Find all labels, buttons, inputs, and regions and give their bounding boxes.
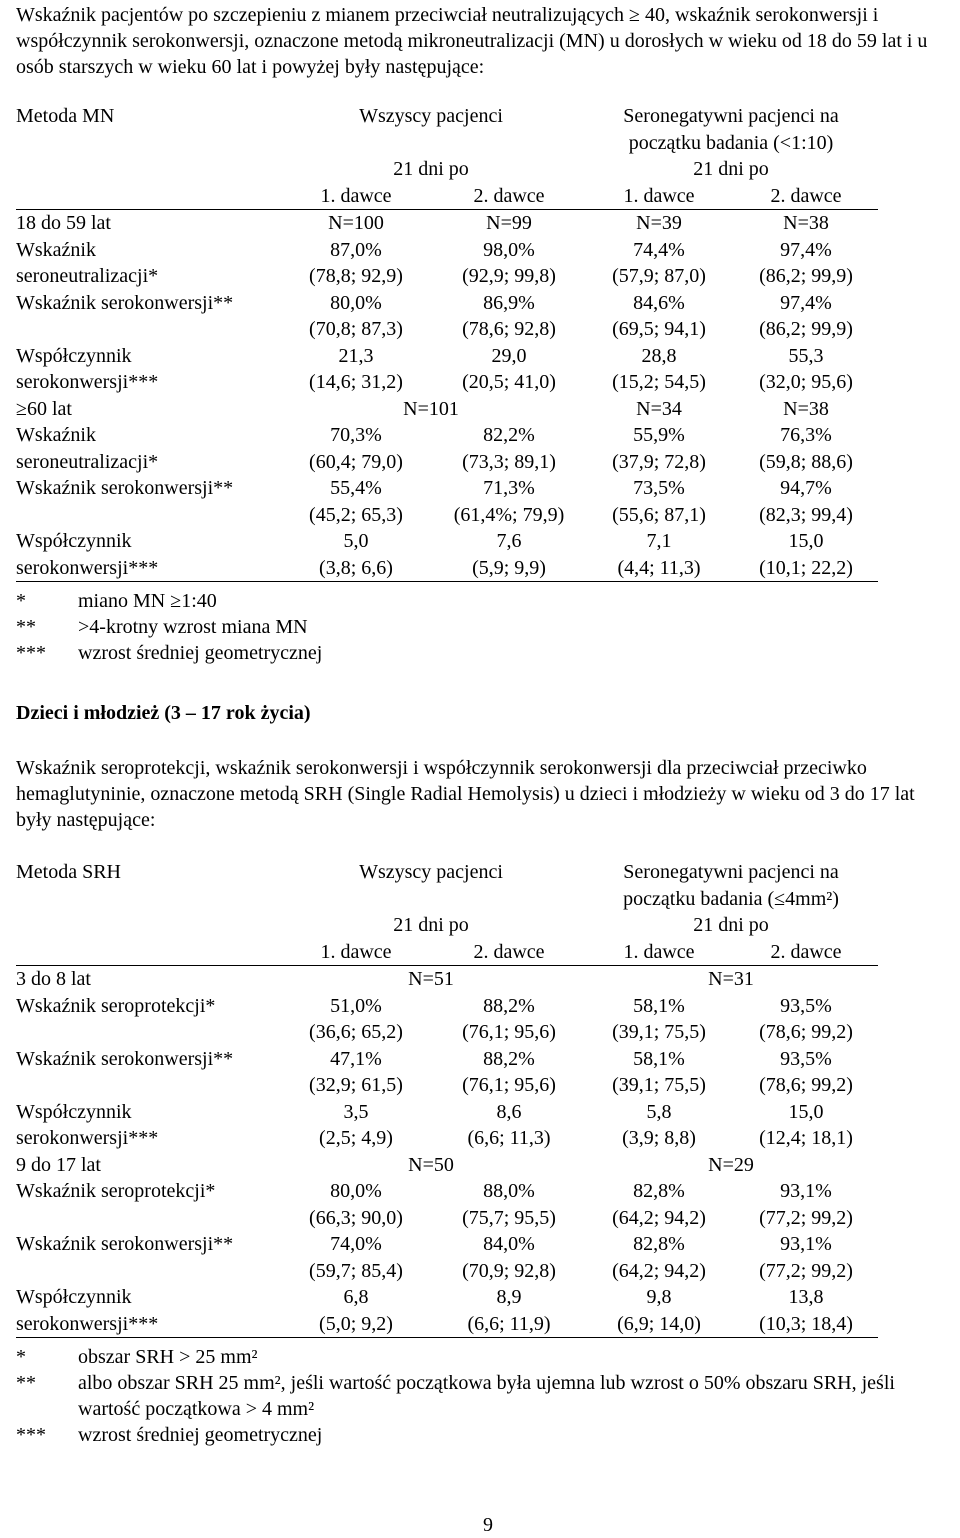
- age-group-label: 18 do 59 lat: [16, 212, 111, 234]
- n-value: N=99: [486, 212, 532, 234]
- age-group-row: [16, 966, 878, 993]
- table-row: Wskaźnik serokonwersji** 74,0% 84,0% 82,8% 93,1%: [16, 1233, 832, 1255]
- table-row: Wskaźnik seroprotekcji* 51,0% 88,2% 58,1% 93,5%: [16, 994, 832, 1017]
- n-value: N=34: [636, 397, 682, 420]
- table-row: Wskaźnik 87,0% 98,0% 74,4% 97,4%: [16, 238, 832, 261]
- n-value: N=51: [408, 968, 454, 990]
- table-row: serokonwersji*** (14,6; 31,2) (20,5; 41,0) (15,2; 54,5) (32,0; 95,6): [16, 371, 853, 393]
- n-value: N=29: [708, 1153, 754, 1176]
- table-row: serokonwersji*** (5,0; 9,2) (6,6; 11,9) (6,9; 14,0) (10,3; 18,4): [16, 1311, 878, 1338]
- table-row: (32,9; 61,5) (76,1; 95,6) (39,1; 75,5) (78,6; 99,2): [309, 1074, 853, 1096]
- table-row: (70,8; 87,3) (78,6; 92,8) (69,5; 94,1) (86,2; 99,9): [309, 318, 853, 340]
- table-mn: [16, 103, 878, 582]
- table-row: serokonwersji*** (3,8; 6,6) (5,9; 9,9) (4,4; 11,3) (10,1; 22,2): [16, 555, 878, 582]
- dose-2-label: 2. dawce: [734, 939, 878, 966]
- table-row: Wskaźnik serokonwersji** 47,1% 88,2% 58,1% 93,5%: [16, 1047, 832, 1070]
- intro-paragraph-mn: Wskaźnik pacjentów po szczepieniu z mianem przeciwciał neutralizujących ≥ 40, wskaźnik serokonwersji i współczynnik serokonwersji, oznaczone metodą mikroneutralizacji (MN) u dorosłych w wieku od 18 do 59 lat i u osób starszych w wieku 60 lat i powyżej były następujące:: [16, 4, 928, 78]
- table-row: Współczynnik 3,5 8,6 5,8 15,0: [16, 1100, 824, 1123]
- method-label: Metoda MN: [16, 105, 115, 127]
- group-all-label: Wszyscy pacjenci: [359, 105, 503, 127]
- dose-1-label: 1. dawce: [584, 183, 734, 210]
- table-row: seroneutralizacji* (78,8; 92,9) (92,9; 99,8) (57,9; 87,0) (86,2; 99,9): [16, 265, 853, 287]
- intro-paragraph-srh: Wskaźnik seroprotekcji, wskaźnik serokonwersji i współczynnik serokonwersji dla przeciwciał przeciwko hemaglutyninie, oznaczone metodą SRH (Single Radial Hemolysis) u dzieci i młodzieży w wieku od 3 do 17 lat były następujące:: [16, 757, 915, 831]
- table-row: (36,6; 65,2) (76,1; 95,6) (39,1; 75,5) (78,6; 99,2): [309, 1021, 853, 1043]
- table-row: (66,3; 90,0) (75,7; 95,5) (64,2; 94,2) (77,2; 99,2): [309, 1206, 853, 1229]
- dose-2-label: 2. dawce: [734, 183, 878, 210]
- table-header-row: [16, 859, 878, 886]
- n-value: N=50: [408, 1153, 454, 1176]
- table-row: Współczynnik 21,3 29,0 28,8 55,3: [16, 344, 824, 367]
- group-seroneg-label-1: Seronegatywni pacjenci na: [623, 105, 839, 127]
- group-all-label: Wszyscy pacjenci: [359, 861, 503, 883]
- age-group-row: [16, 1152, 878, 1179]
- days-after-label: 21 dni po: [693, 914, 769, 936]
- table-row: Wskaźnik 70,3% 82,2% 55,9% 76,3%: [16, 424, 832, 446]
- dose-1-label: 1. dawce: [278, 939, 434, 966]
- table-row: serokonwersji*** (2,5; 4,9) (6,6; 11,3) (3,9; 8,8) (12,4; 18,1): [16, 1127, 853, 1149]
- footnote: *** wzrost średniej geometrycznej: [16, 642, 323, 664]
- age-group-label: 3 do 8 lat: [16, 968, 91, 990]
- table-header-row: [16, 103, 878, 130]
- footnotes-mn: [16, 588, 946, 666]
- page-number: 9: [483, 1514, 493, 1536]
- footnote: ** albo obszar SRH 25 mm², jeśli wartość początkowa była ujemna lub wzrost o 50% obszaru SRH, jeśli wartość początkowa > 4 mm²: [16, 1372, 895, 1420]
- table-row: Wskaźnik serokonwersji** 80,0% 86,9% 84,6% 97,4%: [16, 291, 832, 314]
- dose-2-label: 2. dawce: [434, 183, 584, 210]
- table-srh: [16, 859, 878, 1338]
- n-value: N=101: [403, 397, 459, 420]
- table-row: (59,7; 85,4) (70,9; 92,8) (64,2; 94,2) (77,2; 99,2): [309, 1259, 853, 1282]
- group-seroneg-label-2: początku badania (≤4mm²): [623, 887, 839, 910]
- age-group-row: [16, 210, 878, 237]
- table-row: Wskaźnik serokonwersji** 55,4% 71,3% 73,5% 94,7%: [16, 477, 832, 499]
- age-group-row: [16, 396, 878, 423]
- table-row: Współczynnik 5,0 7,6 7,1 15,0: [16, 530, 824, 552]
- group-seroneg-label-2: początku badania (<1:10): [628, 131, 834, 154]
- dose-1-label: 1. dawce: [584, 939, 734, 966]
- n-value: N=38: [783, 397, 829, 420]
- group-seroneg-label-1: Seronegatywni pacjenci na: [623, 861, 839, 883]
- table-row: Wskaźnik seroprotekcji* 80,0% 88,0% 82,8% 93,1%: [16, 1180, 832, 1202]
- method-label: Metoda SRH: [16, 861, 121, 883]
- section-heading: Dzieci i młodzież (3 – 17 rok życia): [16, 702, 311, 724]
- footnotes-srh: [16, 1344, 946, 1448]
- age-group-label: ≥60 lat: [16, 397, 72, 420]
- age-group-label: 9 do 17 lat: [16, 1153, 101, 1176]
- table-row: seroneutralizacji* (60,4; 79,0) (73,3; 89,1) (37,9; 72,8) (59,8; 88,6): [16, 450, 853, 473]
- days-after-label: 21 dni po: [393, 914, 469, 936]
- n-value: N=39: [636, 212, 682, 234]
- days-after-label: 21 dni po: [693, 158, 769, 180]
- footnote: * miano MN ≥1:40: [16, 590, 217, 612]
- n-value: N=31: [708, 968, 754, 990]
- days-after-label: 21 dni po: [393, 158, 469, 180]
- dose-1-label: 1. dawce: [278, 183, 434, 210]
- footnote: * obszar SRH > 25 mm²: [16, 1346, 258, 1368]
- table-row: Współczynnik 6,8 8,9 9,8 13,8: [16, 1286, 824, 1308]
- n-value: N=38: [783, 212, 829, 234]
- n-value: N=100: [328, 212, 384, 234]
- footnote: ** >4-krotny wzrost miana MN: [16, 616, 308, 638]
- footnote: *** wzrost średniej geometrycznej: [16, 1424, 323, 1446]
- table-row: (45,2; 65,3) (61,4%; 79,9) (55,6; 87,1) (82,3; 99,4): [309, 503, 853, 526]
- dose-2-label: 2. dawce: [434, 939, 584, 966]
